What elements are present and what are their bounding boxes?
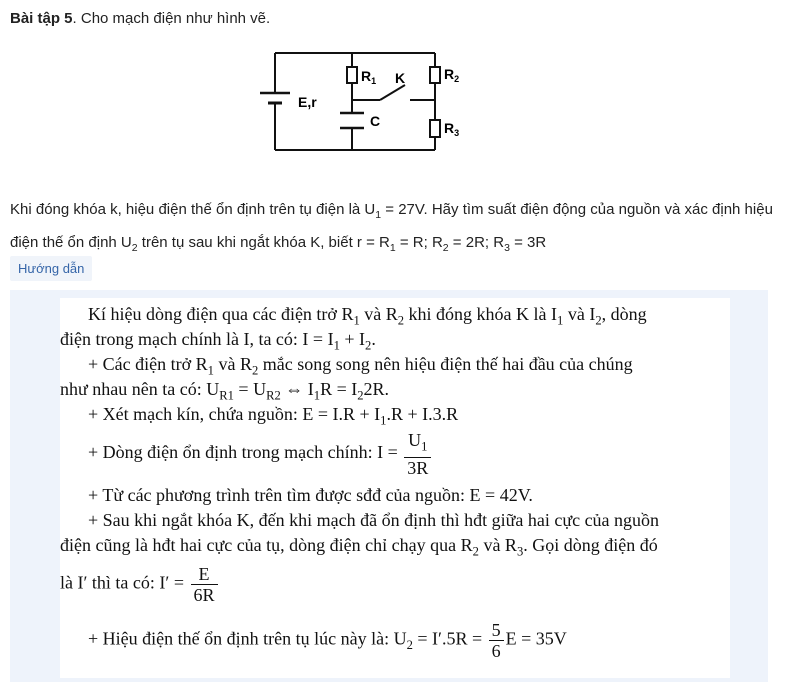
problem-statement: Khi đóng khóa k, hiệu điện thế ổn định trên tụ điện là $U_1 = 27V$. Hãy tìm suất điện động của nguồn và xác định hiệu điện thế ổn định $U_2$ trên tụ sau khi ngắt khóa K, biết $r = R_1 = R$; $R_2 = 2R$; $R_3 = 3R$ bbox=[10, 201, 773, 254]
solution-line: là I′ thì ta có: I′ = $\frac{E}{6R}$ bbox=[60, 564, 220, 605]
solution-line: + Các điện trở $R_1$ và $R_2$ mắc song song nên hiệu điện thế hai đầu của chúng bbox=[88, 354, 633, 378]
label-r2: $R_2$ bbox=[444, 66, 460, 84]
solution-line: + Xét mạch kín, chứa nguồn: $E = I.R + I_1.R + I.3.R$ bbox=[88, 404, 459, 428]
solution-line: + Sau khi ngắt khóa K, đến khi mạch đã ổn định thì hđt giữa hai cực của nguồn bbox=[88, 510, 660, 530]
solution-line: điện trong mạch chính là I, ta có: $I = I_1 + I_2$. bbox=[60, 329, 376, 353]
resistor-r2 bbox=[430, 67, 440, 83]
label-c: C bbox=[370, 113, 381, 129]
switch-k-blade bbox=[380, 85, 405, 100]
solution-line: điện cũng là hđt hai cực của tụ, dòng điện chỉ chạy qua $R_2$ và $R_3$. Gọi dòng điện đó bbox=[60, 535, 658, 559]
exercise-title bbox=[10, 10, 270, 27]
label-k: K bbox=[395, 70, 406, 86]
fraction: $\frac{5}{6}$ bbox=[489, 620, 504, 661]
circuit-diagram bbox=[250, 45, 470, 160]
label-r3: $R_3$ bbox=[444, 120, 460, 138]
guide-button[interactable]: Hướng dẫn bbox=[10, 256, 92, 281]
label-r1: $R_1$ bbox=[361, 68, 377, 86]
exercise-label: Bài tập 5 bbox=[10, 10, 73, 27]
solution-line: như nhau nên ta có: $U_{R1} = U_{R2}$ ⇔ $I_1R = I_22R$. bbox=[60, 379, 390, 403]
exercise-text: . Cho mạch điện như hình vẽ. bbox=[72, 10, 271, 27]
resistor-r3 bbox=[430, 120, 440, 137]
solution-line: + Hiệu điện thế ổn định trên tụ lúc này là: $U_2 = I'.5R$ = $\frac{5}{6}$ E = 35V bbox=[88, 620, 567, 661]
solution-line: Kí hiệu dòng điện qua các điện trở $R_1$ và $R_2$ khi đóng khóa K là $I_1$ và $I_2$, dòng bbox=[88, 304, 647, 328]
solution-line: + Dòng điện ổn định trong mạch chính: I = $\frac{U_1}{3R}$ bbox=[88, 430, 433, 478]
fraction: $\frac{E}{6R}$ bbox=[191, 564, 218, 605]
resistor-r1 bbox=[347, 67, 357, 83]
fraction: $\frac{U_1}{3R}$ bbox=[404, 430, 431, 478]
label-source: E,r bbox=[298, 94, 317, 110]
solution-line: + Từ các phương trình trên tìm được sđđ của nguồn: E = 42V. bbox=[88, 485, 533, 505]
